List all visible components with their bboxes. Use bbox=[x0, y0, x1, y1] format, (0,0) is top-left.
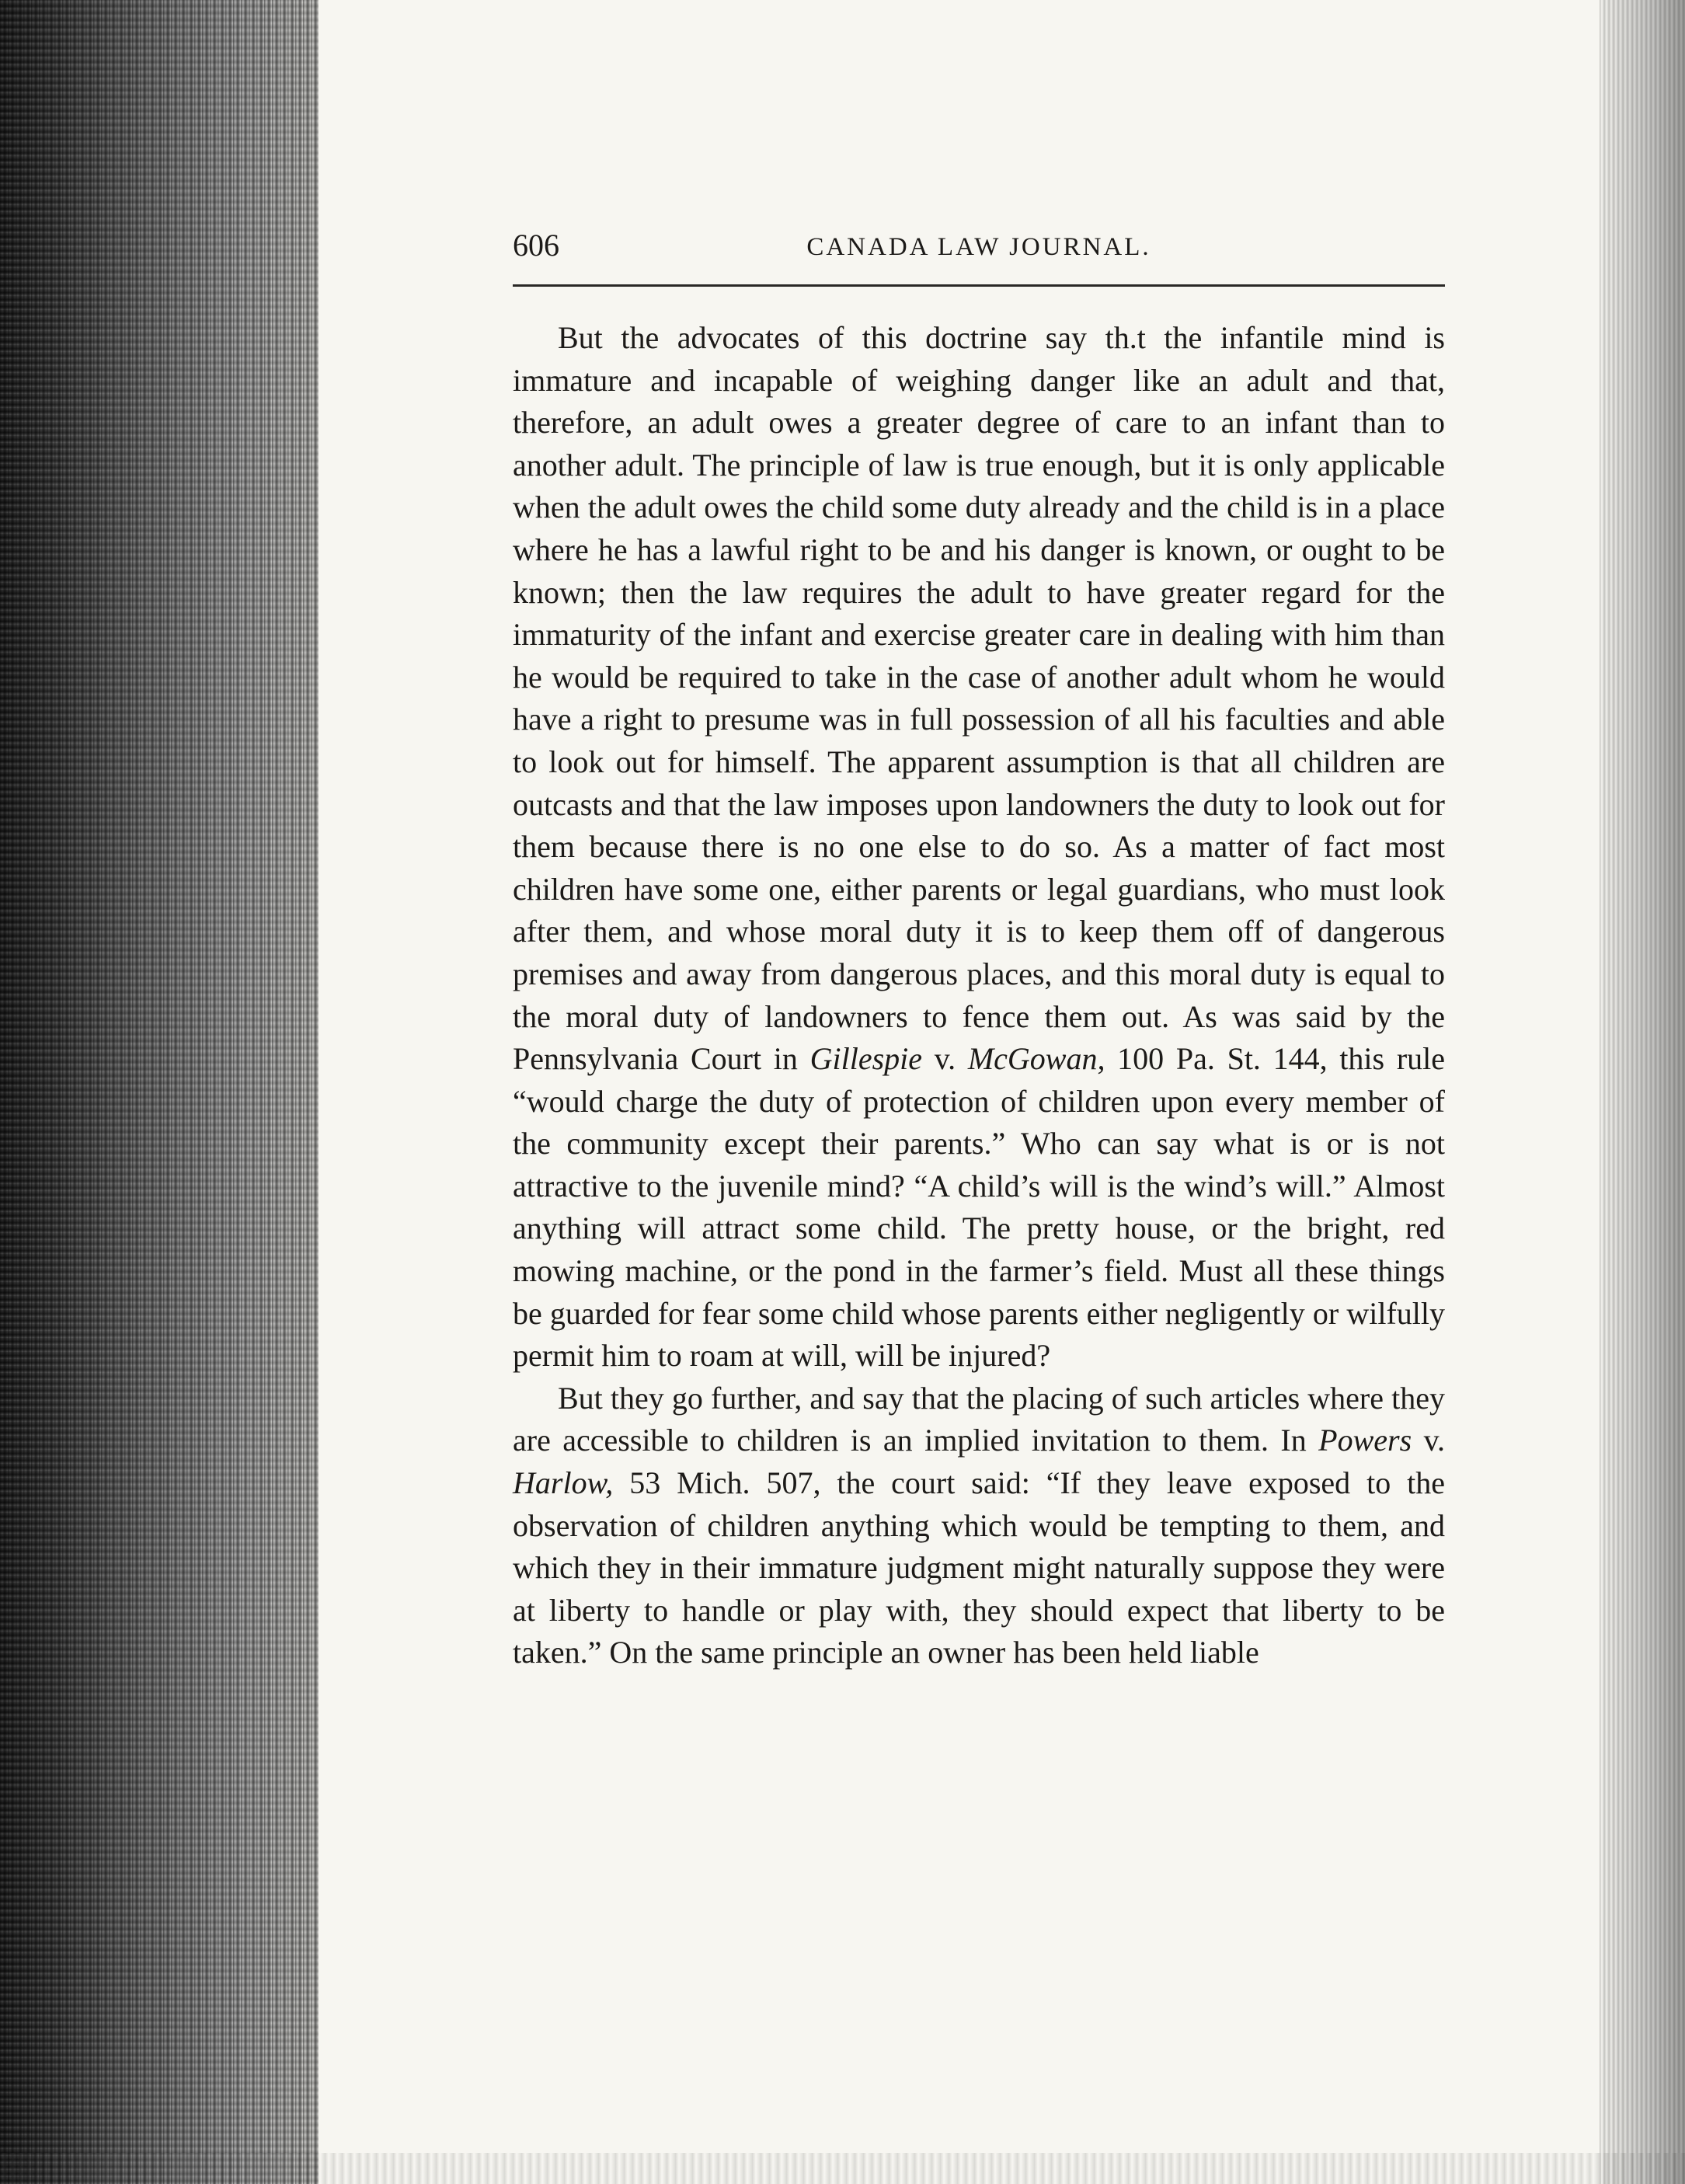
running-head: CANADA LAW JOURNAL. bbox=[806, 233, 1151, 261]
book-binding-shadow bbox=[0, 0, 319, 2184]
case-name-italic: Powers bbox=[1318, 1423, 1412, 1458]
text-segment: But the advocates of this doctrine say th.t the infantile mind is immature and incapable of weighing danger like an adult and that, therefore, an adult owes a greater degree of care to an infant than to another adult. The principle of law is true enough, but it is only applicable when the adult owes the child some duty already and the child is in a place where he has a lawful right to be and his danger is known, or ought to be known; then the law requires the adult to have greater regard for the immaturity of the infant and exercise greater care in dealing with him than he would be required to take in the case of another adult whom he would have a right to presume was in full possession of all his faculties and able to look out for himself. The apparent assumption is that all children are outcasts and that the law imposes upon landowners the duty to look out for them because there is no one else to do so. As a matter of fact most children have some one, either parents or legal guardians, who must look after them, and whose moral duty it is to keep them off of dangerous premises and away from dangerous places, and this moral duty is equal to the moral duty of landowners to fence them out. As was said by the Pennsylvania Court in bbox=[513, 320, 1445, 1077]
page-number: 606 bbox=[513, 228, 559, 263]
page-edge-shadow bbox=[1600, 0, 1685, 2184]
body-text bbox=[513, 317, 1445, 1674]
paragraph-2 bbox=[513, 1378, 1445, 1674]
text-segment: 100 Pa. St. 144, this rule “would charge the duty of protection of children upon every member of the community except their parents.” Who can say what is or is not attractive to the juvenile mind? “A child’s will is the wind’s will.” Almost anything will attract some child. The pretty house, or the bright, red mowing machine, or the pond in the farmer’s field. Must all these things be guarded for fear some child whose parents either negligently or wilfully permit him to roam at will, will be injured? bbox=[513, 1041, 1446, 1374]
text-segment: v. bbox=[922, 1041, 968, 1077]
text-segment: v. bbox=[1412, 1423, 1445, 1458]
paragraph-1 bbox=[513, 317, 1445, 1378]
case-name-italic: McGowan, bbox=[967, 1041, 1105, 1077]
case-name-italic: Gillespie bbox=[809, 1041, 923, 1077]
bottom-edge-shadow bbox=[0, 2153, 1685, 2184]
text-segment: 53 Mich. 507, the court said: “If they leave exposed to the observation of children anything which would be tempting to them, and which they in their immature judgment might naturally suppose they were at liberty to handle or play with, they should expect that liberty to be taken.” On the same principle an owner has been held liable bbox=[513, 1465, 1445, 1670]
header-rule bbox=[513, 284, 1445, 287]
case-name-italic: Harlow, bbox=[513, 1465, 614, 1501]
text-segment: But they go further, and say that the placing of such articles where they are accessible to children is an implied invitation to them. In bbox=[513, 1380, 1445, 1458]
page-header bbox=[513, 227, 1445, 273]
